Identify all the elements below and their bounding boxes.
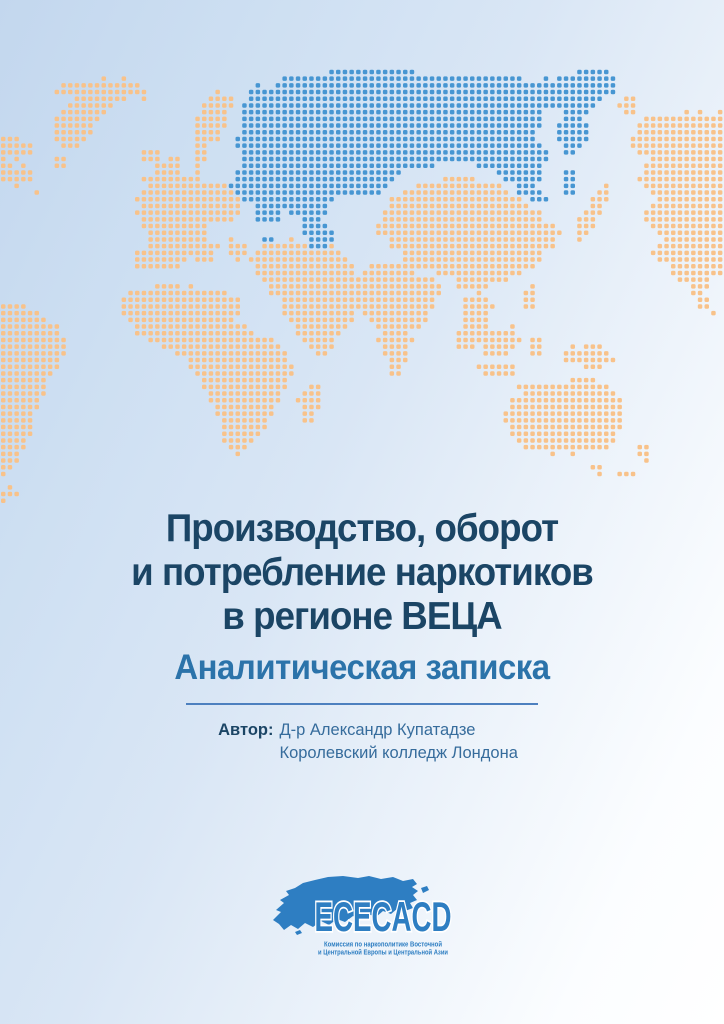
author-block xyxy=(6,719,724,765)
author-affiliation: Королевский колледж Лондона xyxy=(279,744,518,762)
commission-logo xyxy=(265,874,475,962)
title-block xyxy=(22,507,703,688)
logo-caption-line-2: и Центральной Европы и Центральной Азии xyxy=(318,949,475,957)
author-details xyxy=(279,719,517,765)
logo-acronym: ECECACD xyxy=(314,893,452,940)
title-line-2: и потребление наркотиков xyxy=(131,551,593,594)
divider-rule xyxy=(186,703,538,705)
author-name: Д-р Александр Купатадзе xyxy=(279,721,476,739)
author-label: Автор: xyxy=(218,721,274,739)
subtitle: Аналитическая записка xyxy=(174,648,550,687)
logo-caption-line-1: Комиссия по наркополитике Восточной xyxy=(324,941,463,949)
title-line-1: Производство, оборот xyxy=(165,507,559,550)
dotted-world-map xyxy=(0,62,724,506)
title-line-3: в регионе ВЕЦА xyxy=(222,595,502,638)
